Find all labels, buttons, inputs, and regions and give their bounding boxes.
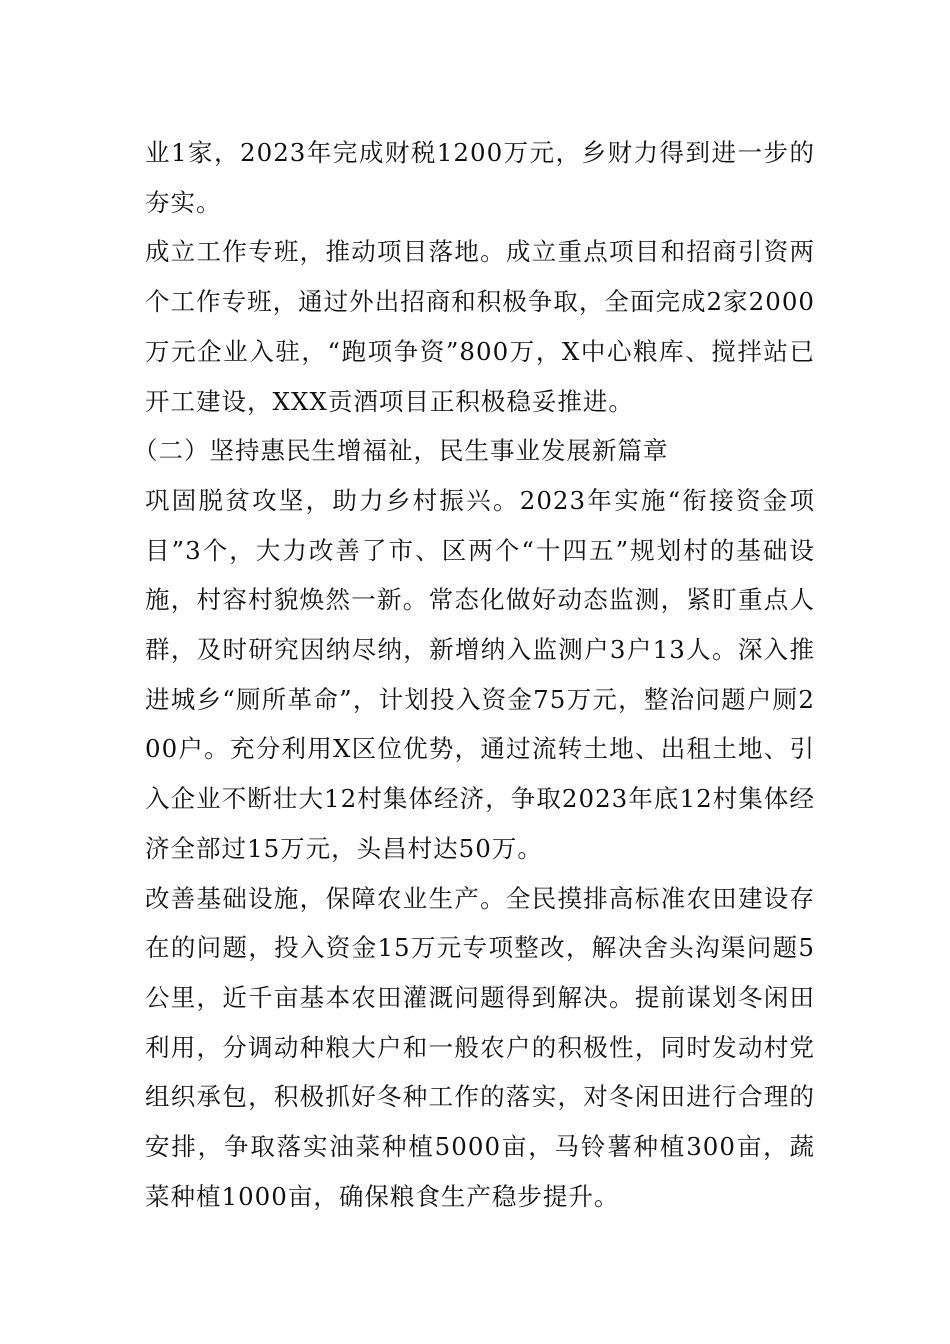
paragraph-fiscal-summary: 业1家，2023年完成财税1200万元，乡财力得到进一步的夯实。: [145, 138, 815, 217]
paragraph-project-task-force: 成立工作专班，推动项目落地。成立重点项目和招商引资两个工作专班，通过外出招商和积极争取，全面完成2家2000万元企业入驻，“跑项争资”800万，X中心粮库、搅拌站已开工建设，XXX贡酒项目正积极稳妥推进。: [145, 237, 815, 416]
paragraph-poverty-alleviation: 巩固脱贫攻坚，助力乡村振兴。2023年实施“衔接资金项目”3个，大力改善了市、区两个“十四五”规划村的基础设施，村容村貌焕然一新。常态化做好动态监测，紧盯重点人群，及时研究因纳尽纳，新增纳入监测户3户13人。深入推进城乡“厕所革命”，计划投入资金75万元，整治问题户厕200户。充分利用X区位优势，通过流转土地、出租土地、引入企业不断壮大12村集体经济，争取2023年底12村集体经济全部过15万元，头昌村达50万。: [145, 485, 815, 863]
document-page: [133, 128, 815, 1221]
section-heading-livelihood: （二）坚持惠民生增福祉，民生事业发展新篇章: [133, 436, 669, 466]
paragraph-infrastructure: 改善基础设施，保障农业生产。全民摸排高标准农田建设存在的问题，投入资金15万元专项整改，解决舍头沟渠问题5公里，近千亩基本农田灌溉问题得到解决。提前谋划冬闲田利用，分调动种粮大户和一般农户的积极性，同时发动村党组织承包，积极抓好冬种工作的落实，对冬闲田进行合理的安排，争取落实油菜种植5000亩，马铃薯种植300亩，蔬菜种植1000亩，确保粮食生产稳步提升。: [145, 883, 815, 1211]
